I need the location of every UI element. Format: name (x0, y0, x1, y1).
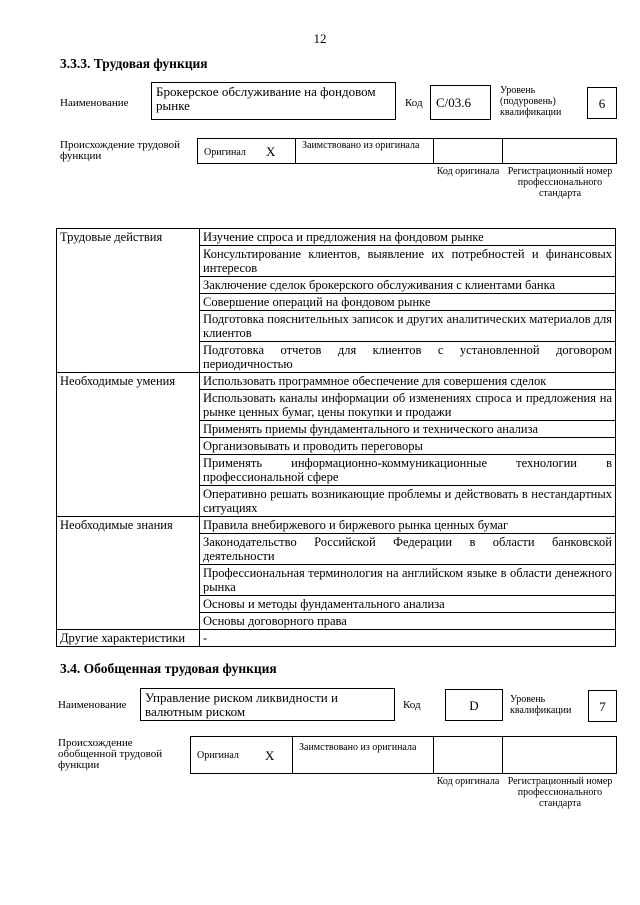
level-value-box (587, 87, 617, 119)
item-cell: Совершение операций на фондовом рынке (200, 294, 616, 311)
original-label: Оригинал (204, 147, 246, 158)
category-cell: Другие характеристики (57, 630, 200, 647)
category-cell: Необходимые знания (57, 517, 200, 630)
item-cell: Подготовка пояснительных записок и других аналитических материалов для клиентов (200, 311, 616, 342)
item-cell: Организовывать и проводить переговоры (200, 438, 616, 455)
name-value-box-2 (140, 688, 395, 721)
page-number: 12 (313, 31, 327, 46)
item-cell: Изучение спроса и предложения на фондовом рынке (200, 229, 616, 246)
borrowed-label: Заимствовано из оригинала (302, 140, 420, 151)
item-cell: Профессиональная терминология на английском языке в области денежного рынка (200, 565, 616, 596)
item-cell: Использовать программное обеспечение для совершения сделок (200, 373, 616, 390)
original-cell-2 (190, 736, 293, 774)
level-label: Уровень (подуровень) квалификации (500, 85, 562, 118)
item-cell: Подготовка отчетов для клиентов с установленной договором периодичностью (200, 342, 616, 373)
code-value-2: D (469, 698, 479, 713)
level-label-2: Уровень квалификации (510, 694, 572, 716)
reg-num-cell (502, 138, 617, 164)
name-label: Наименование (60, 97, 129, 109)
code-label: Код (405, 97, 423, 109)
item-cell: Заключение сделок брокерского обслуживания с клиентами банка (200, 277, 616, 294)
level-value-2: 7 (599, 699, 606, 714)
reg-num-cell-2 (502, 736, 617, 774)
original-label-2: Оригинал (197, 750, 239, 761)
code-value: C/03.6 (436, 95, 472, 110)
reg-num-label: Регистрационный номер профессионального стандарта (507, 166, 613, 199)
category-cell: Необходимые умения (57, 373, 200, 517)
level-value: 6 (598, 96, 606, 111)
code-label-2: Код (403, 699, 421, 711)
name-value-2: Управление риском ликвидности и валютным риском (145, 690, 338, 719)
table-row (57, 373, 616, 390)
item-cell: Использовать каналы информации об изменениях спроса и предложения на рынке ценных бумаг, цены покупки и продажи (200, 390, 616, 421)
name-label-2: Наименование (58, 699, 127, 711)
origin-label: Происхождение трудовой функции (60, 139, 181, 162)
table-row (57, 630, 616, 647)
name-value-box (151, 82, 396, 120)
item-cell: Основы договорного права (200, 613, 616, 630)
category-cell: Трудовые действия (57, 229, 200, 373)
code-orig-cell-2 (433, 736, 503, 774)
item-cell: Законодательство Российской Федерации в области банковской деятельности (200, 534, 616, 565)
item-cell: - (200, 630, 616, 647)
code-value-box-2 (445, 689, 503, 721)
item-cell: Основы и методы фундаментального анализа (200, 596, 616, 613)
origin-label-2: Происхождение обобщенной трудовой функции (58, 737, 163, 771)
level-value-box-2 (588, 690, 617, 722)
borrowed-cell (295, 138, 434, 164)
code-orig-label: Код оригинала (436, 166, 500, 177)
item-cell: Оперативно решать возникающие проблемы и действовать в нестандартных ситуациях (200, 486, 616, 517)
original-mark-2: X (265, 748, 275, 763)
table-row (57, 229, 616, 246)
labor-function-table (56, 228, 616, 647)
table-row (57, 517, 616, 534)
code-orig-cell (433, 138, 503, 164)
item-cell: Правила внебиржевого и биржевого рынка ценных бумаг (200, 517, 616, 534)
original-mark: X (266, 144, 276, 159)
borrowed-cell-2 (292, 736, 434, 774)
section-heading-3-3-3: 3.3.3. Трудовая функция (60, 56, 208, 71)
item-cell: Консультирование клиентов, выявление их потребностей и финансовых интересов (200, 246, 616, 277)
section-heading-3-4: 3.4. Обобщенная трудовая функция (60, 661, 277, 676)
reg-num-label-2: Регистрационный номер профессионального стандарта (507, 776, 613, 809)
item-cell: Применять приемы фундаментального и технического анализа (200, 421, 616, 438)
original-cell (197, 138, 296, 164)
item-cell: Применять информационно-коммуникационные технологии в профессиональной сфере (200, 455, 616, 486)
code-value-box (430, 85, 491, 120)
name-value: Брокерское обслуживание на фондовом рынке (156, 84, 376, 113)
code-orig-label-2: Код оригинала (436, 776, 500, 787)
borrowed-label-2: Заимствовано из оригинала (299, 742, 417, 753)
